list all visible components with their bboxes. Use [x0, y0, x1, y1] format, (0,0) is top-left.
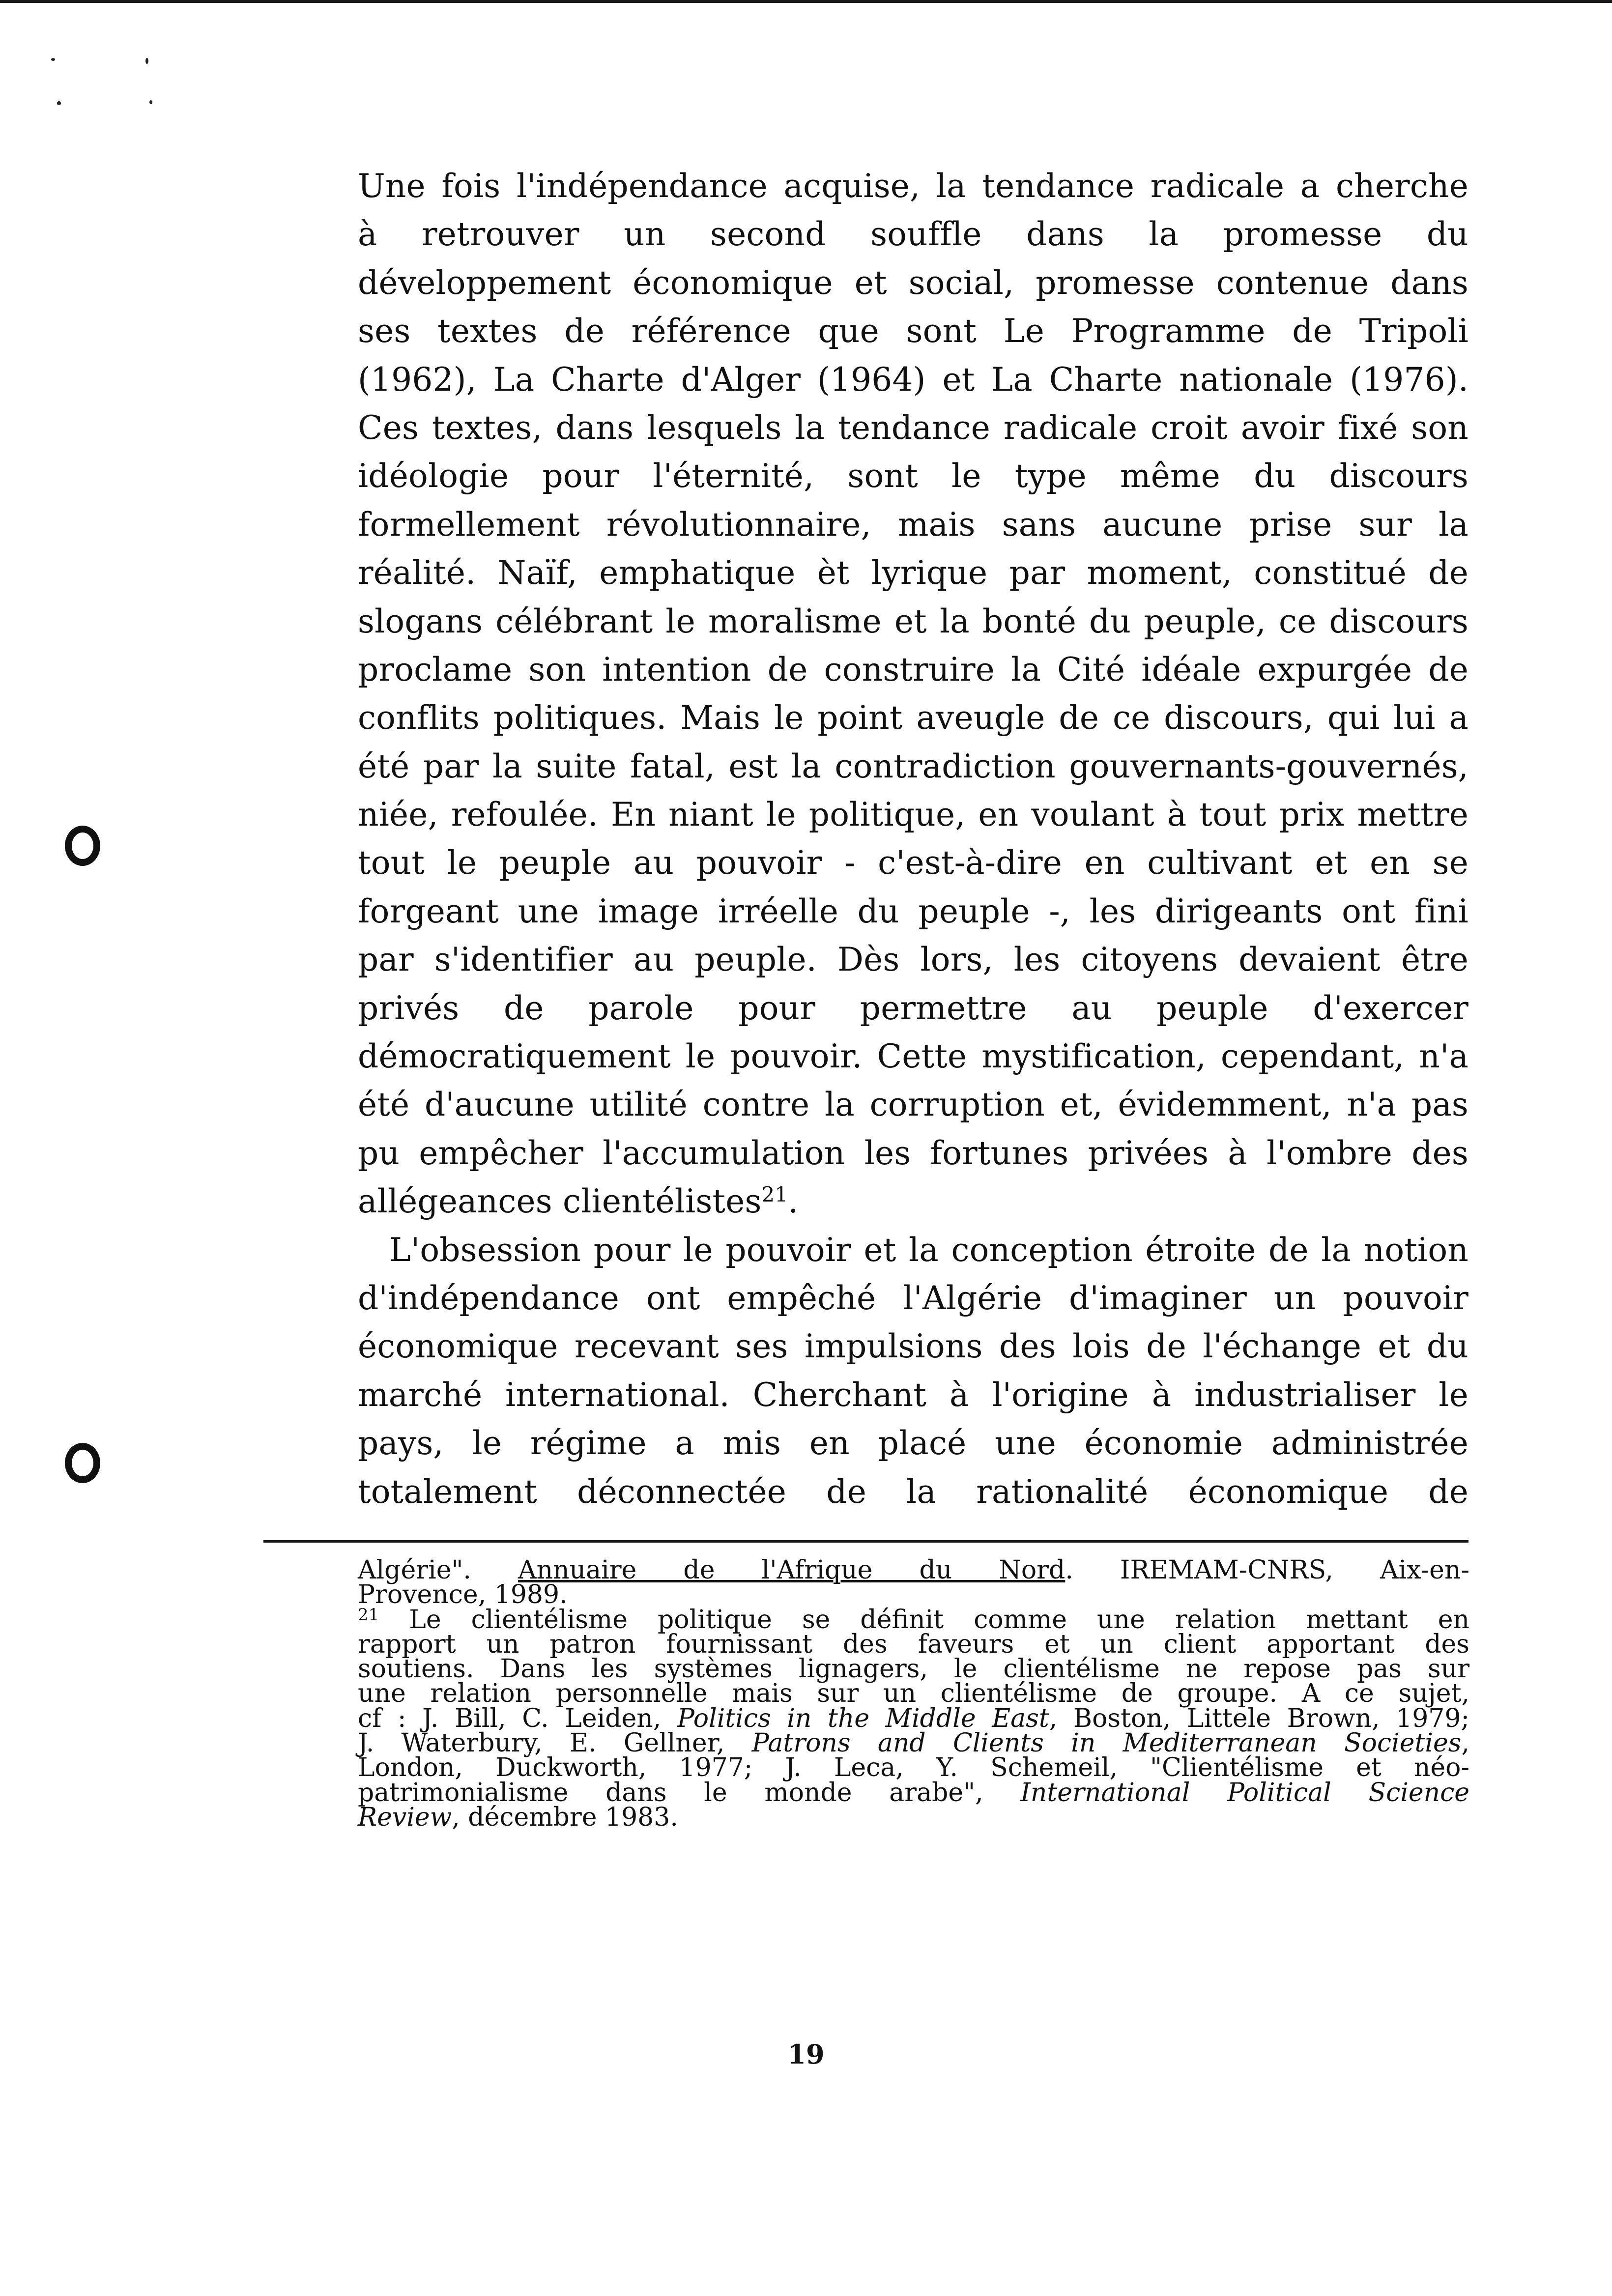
- text-line: conflits politiques. Mais le point aveugle de ce discours, qui lui a: [358, 699, 1468, 737]
- journal-title: International Political Science: [1020, 1778, 1469, 1808]
- text-line: été d'aucune utilité contre la corruption et, évidemment, n'a pas: [358, 1086, 1468, 1124]
- footnote-line: rapport un patron fournissant des faveurs et un client apportant des: [358, 1629, 1469, 1659]
- text-segment: patrimonialisme dans le monde arabe",: [358, 1778, 1021, 1808]
- text-segment: Le clientélisme politique se définit comme une relation mettant en: [379, 1605, 1469, 1635]
- scan-top-edge: [0, 0, 1612, 3]
- text-line: forgeant une image irréelle du peuple -, les dirigeants ont fini: [358, 892, 1468, 930]
- text-segment: allégeances clientélistes: [358, 1182, 762, 1221]
- text-line: d'indépendance ont empêché l'Algérie d'imaginer un pouvoir: [358, 1279, 1468, 1317]
- text-line: totalement déconnectée de la rationalité économique de: [358, 1472, 1468, 1511]
- scan-speck: [51, 58, 55, 61]
- page-number: 19: [787, 2038, 825, 2070]
- text-line: niée, refoulée. En niant le politique, en voulant à tout prix mettre: [358, 796, 1468, 834]
- text-line: par s'identifier au peuple. Dès lors, les citoyens devaient être: [358, 941, 1468, 979]
- scan-speck: [57, 101, 61, 105]
- footnote-reference[interactable]: 21: [761, 1182, 788, 1207]
- text-line: idéologie pour l'éternité, sont le type même du discours: [358, 457, 1468, 495]
- text-segment: cf : J. Bill, C. Leiden,: [358, 1703, 677, 1733]
- text-line: économique recevant ses impulsions des lois de l'échange et du: [358, 1327, 1468, 1366]
- text-line: été par la suite fatal, est la contradiction gouvernants-gouvernés,: [358, 747, 1468, 785]
- punch-hole-icon: [65, 1443, 100, 1483]
- footnote-number: 21: [358, 1605, 379, 1625]
- text-line: slogans célébrant le moralisme et la bonté du peuple, ce discours: [358, 602, 1468, 640]
- text-segment: , décembre 1983.: [452, 1802, 678, 1832]
- text-line: à retrouver un second souffle dans la promesse du: [358, 215, 1468, 254]
- footnote-line: soutiens. Dans les systèmes lignagers, le clientélisme ne repose pas sur: [358, 1654, 1469, 1684]
- footnote-line: [358, 1605, 1469, 1635]
- scan-speck: [145, 58, 148, 64]
- journal-title: Annuaire de l'Afrique du Nord: [518, 1555, 1065, 1585]
- punch-hole-icon: [65, 826, 100, 866]
- footnote-line: Provence, 1989.: [358, 1580, 568, 1610]
- text-line: [358, 1177, 1468, 1226]
- text-line: proclame son intention de construire la Cité idéale expurgée de: [358, 650, 1468, 689]
- text-segment: J. Waterbury, E. Gellner,: [358, 1728, 752, 1758]
- text-segment: .: [788, 1182, 799, 1221]
- text-segment: Algérie".: [358, 1555, 518, 1585]
- text-segment: ,: [1461, 1728, 1469, 1758]
- footnote-line: [358, 1802, 1469, 1832]
- body-text: [358, 162, 1468, 1516]
- text-line: L'obsession pour le pouvoir et la conception étroite de la notion: [389, 1231, 1468, 1269]
- footnote-line: London, Duckworth, 1977; J. Leca, Y. Schemeil, "Clientélisme et néo-: [358, 1753, 1469, 1783]
- text-line: marché international. Cherchant à l'origine à industrialiser le: [358, 1376, 1468, 1414]
- text-segment: , Boston, Littele Brown, 1979;: [1049, 1703, 1469, 1733]
- text-line: formellement révolutionnaire, mais sans aucune prise sur la: [358, 505, 1468, 544]
- text-line: Ces textes, dans lesquels la tendance radicale croit avoir fixé son: [358, 408, 1468, 447]
- journal-title: Review: [358, 1802, 452, 1832]
- footnote-line: [358, 1728, 1469, 1758]
- text-line: démocratiquement le pouvoir. Cette mystification, cependant, n'a: [358, 1037, 1468, 1076]
- text-line: (1962), La Charte d'Alger (1964) et La Charte nationale (1976).: [358, 360, 1468, 399]
- footnote-separator: [263, 1540, 1468, 1543]
- text-line: pays, le régime a mis en placé une économie administrée: [358, 1424, 1468, 1463]
- scan-speck: [149, 100, 152, 104]
- text-line: réalité. Naïf, emphatique èt lyrique par moment, constitué de: [358, 554, 1468, 592]
- footnote-line: [358, 1778, 1469, 1808]
- text-line: ses textes de référence que sont Le Programme de Tripoli: [358, 312, 1468, 350]
- footnotes: [358, 1555, 1470, 1832]
- text-segment: . IREMAM-CNRS, Aix-en-: [1065, 1555, 1470, 1585]
- text-line: pu empêcher l'accumulation les fortunes privées à l'ombre des: [358, 1134, 1468, 1172]
- text-line: tout le peuple au pouvoir - c'est-à-dire en cultivant et en se: [358, 844, 1468, 882]
- footnote-line: [358, 1555, 1470, 1585]
- footnote-line: [358, 1703, 1469, 1733]
- footnote-line: une relation personnelle mais sur un clientélisme de groupe. A ce sujet,: [358, 1679, 1469, 1709]
- text-line: privés de parole pour permettre au peuple d'exercer: [358, 989, 1468, 1027]
- book-title: Politics in the Middle East: [677, 1703, 1049, 1733]
- text-line: Une fois l'indépendance acquise, la tendance radicale a cherche: [358, 167, 1468, 205]
- text-line: développement économique et social, promesse contenue dans: [358, 263, 1468, 302]
- book-title: Patrons and Clients in Mediterranean Societies: [751, 1728, 1462, 1758]
